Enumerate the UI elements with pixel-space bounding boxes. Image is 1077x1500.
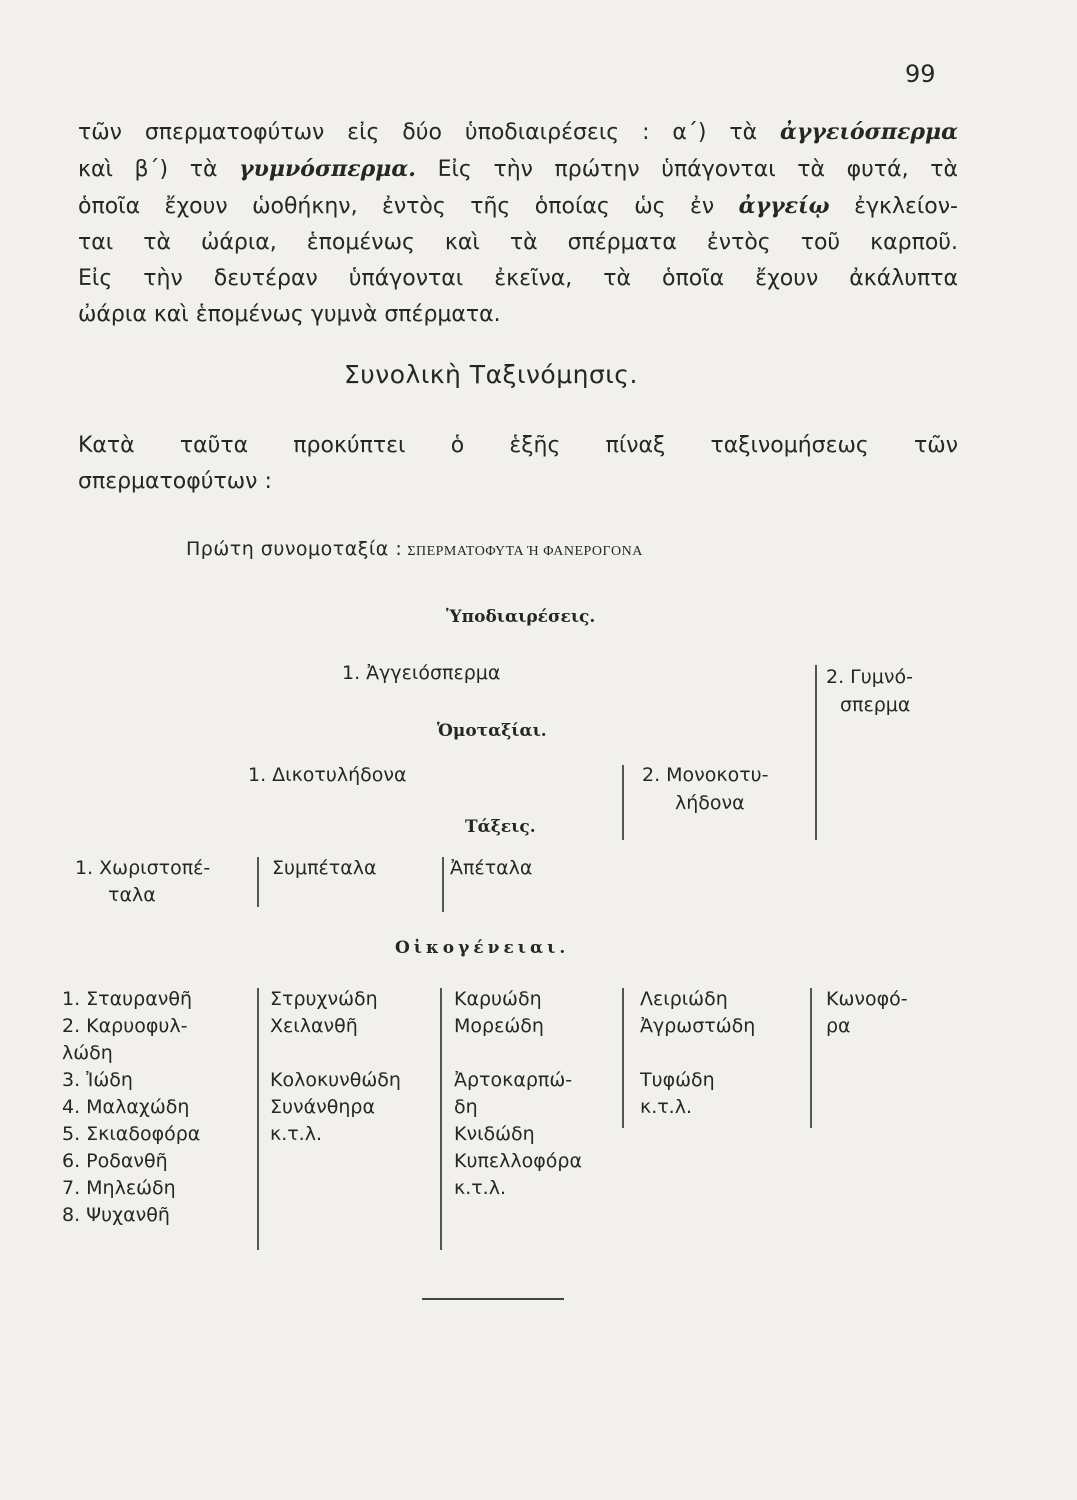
text-line	[78, 151, 958, 188]
text-run: ται τὰ ὠάρια, ἑπομένως καὶ τὰ σπέρματα ἐντὸς τοῦ καρποῦ.	[78, 230, 958, 255]
families-col-4	[640, 986, 755, 1121]
divider-families-4	[810, 988, 812, 1128]
families-col-1	[62, 986, 200, 1229]
class-title-label: Πρώτη συνομοταξία :	[186, 538, 403, 560]
family-entry: 6. Ροδανθῆ	[62, 1150, 168, 1172]
order-1-line1: 1. Χωριστοπέ-	[75, 857, 211, 879]
family-entry: κ.τ.λ.	[454, 1177, 506, 1199]
family-entry: κ.τ.λ.	[640, 1096, 692, 1118]
text-run: σπερματοφύτων :	[78, 469, 272, 494]
divider-orders-2	[442, 857, 444, 912]
divider-families-1	[257, 988, 259, 1250]
family-entry: 1. Σταυρανθῆ	[62, 988, 192, 1010]
family-entry: Κνιδώδη	[454, 1123, 535, 1145]
emphasized-term: ἀγγείῳ	[738, 193, 830, 219]
order-3: Ἀπέταλα	[450, 857, 533, 879]
text-line	[78, 297, 958, 333]
order-1-line2: ταλα	[108, 884, 156, 906]
family-entry	[640, 1040, 755, 1067]
family-entry: λώδη	[62, 1042, 113, 1064]
text-run: ἐγκλείον-	[829, 194, 958, 219]
divider-monocot	[622, 765, 624, 840]
text-run: Εἰς τὴν πρώτην ὑπάγονται τὰ φυτά, τὰ	[415, 157, 958, 182]
class-1: 1. Δικοτυλήδονα	[248, 764, 407, 786]
family-entry: Τυφώδη	[640, 1069, 715, 1091]
order-2: Συμπέταλα	[272, 857, 377, 879]
text-line	[78, 261, 958, 297]
text-line	[78, 225, 958, 261]
text-line	[78, 114, 958, 151]
families-col-5	[826, 986, 908, 1040]
divider-gymnosperm	[815, 665, 817, 840]
families-col-3	[454, 986, 582, 1202]
class-title-name: ΣΠΕΡΜΑΤΟΦΥΤΑ Ή ΦΑΝΕΡΟΓΟΝΑ	[407, 544, 643, 559]
family-entry: Κυπελλοφόρα	[454, 1150, 583, 1172]
family-entry: δη	[454, 1096, 478, 1118]
family-entry: Χειλανθῆ	[270, 1015, 358, 1037]
class-2-line1: 2. Μονοκοτυ-	[642, 764, 769, 786]
family-entry: κ.τ.λ.	[270, 1123, 322, 1145]
emphasized-term: ἀγγειόσπερμα	[779, 119, 958, 145]
text-run: τῶν σπερματοφύτων εἰς δύο ὑποδιαιρέσεις : α΄) τὰ	[78, 120, 780, 145]
divider-families-2	[440, 988, 442, 1250]
family-entry: Κωνοφό-	[826, 988, 908, 1010]
subdivision-2-line2: σπερμα	[840, 694, 911, 716]
family-entry: ρα	[826, 1015, 851, 1037]
text-line	[78, 428, 958, 464]
family-entry	[270, 1040, 401, 1067]
divider-families-3	[622, 988, 624, 1128]
end-rule	[422, 1298, 564, 1300]
family-entry: Ἀγρωστώδη	[640, 1015, 756, 1037]
page-number: 99	[905, 60, 936, 88]
family-entry: 2. Καρυοφυλ-	[62, 1015, 188, 1037]
family-entry: Κολοκυνθώδη	[270, 1069, 401, 1091]
text-line	[78, 464, 958, 500]
family-entry: Λειριώδη	[640, 988, 728, 1010]
family-entry: 3. Ἰώδη	[62, 1069, 133, 1091]
subdivisions-heading: Ὑποδιαιρέσεις.	[446, 607, 596, 627]
class-title	[186, 538, 643, 560]
second-paragraph	[78, 428, 958, 500]
class-2-line2: λήδονα	[675, 792, 745, 814]
subdivision-1: 1. Ἀγγειόσπερμα	[342, 662, 501, 684]
divider-orders-1	[257, 857, 259, 907]
family-entry: 7. Μηλεώδη	[62, 1177, 176, 1199]
orders-heading: Τάξεις.	[465, 817, 536, 837]
family-entry: Συνάνθηρα	[270, 1096, 376, 1118]
family-entry: 8. Ψυχανθῆ	[62, 1204, 170, 1226]
text-run: Κατὰ ταῦτα προκύπτει ὁ ἑξῆς πίναξ ταξινομήσεως τῶν	[78, 433, 958, 458]
text-line	[78, 188, 958, 225]
classes-heading: Ὁμοταξίαι.	[437, 721, 547, 741]
family-entry: 5. Σκιαδοφόρα	[62, 1123, 201, 1145]
text-run: Εἰς τὴν δευτέραν ὑπάγονται ἐκεῖνα, τὰ ὁποῖα ἔχουν ἀκάλυπτα	[78, 266, 958, 291]
subdivision-2-line1: 2. Γυμνό-	[826, 666, 913, 688]
family-entry: Στρυχνώδη	[270, 988, 378, 1010]
text-run: ὁποῖα ἔχουν ὡοθήκην, ἐντὸς τῆς ὁποίας ὡς ἐν	[78, 194, 739, 219]
text-run: ὠάρια καὶ ἑπομένως γυμνὰ σπέρματα.	[78, 302, 501, 327]
family-entry: Ἀρτοκαρπώ-	[454, 1069, 573, 1091]
families-heading: Οἰκογένειαι.	[395, 938, 570, 958]
intro-paragraph	[78, 114, 958, 333]
family-entry: Μορεώδη	[454, 1015, 544, 1037]
family-entry	[454, 1040, 582, 1067]
section-heading: Συνολικὴ Ταξινόμησις.	[344, 360, 638, 389]
emphasized-term: γυμνόσπερμα.	[239, 156, 416, 182]
text-run: καὶ β΄) τὰ	[78, 157, 240, 182]
family-entry: Καρυώδη	[454, 988, 542, 1010]
families-col-2	[270, 986, 401, 1148]
family-entry: 4. Μαλαχώδη	[62, 1096, 190, 1118]
